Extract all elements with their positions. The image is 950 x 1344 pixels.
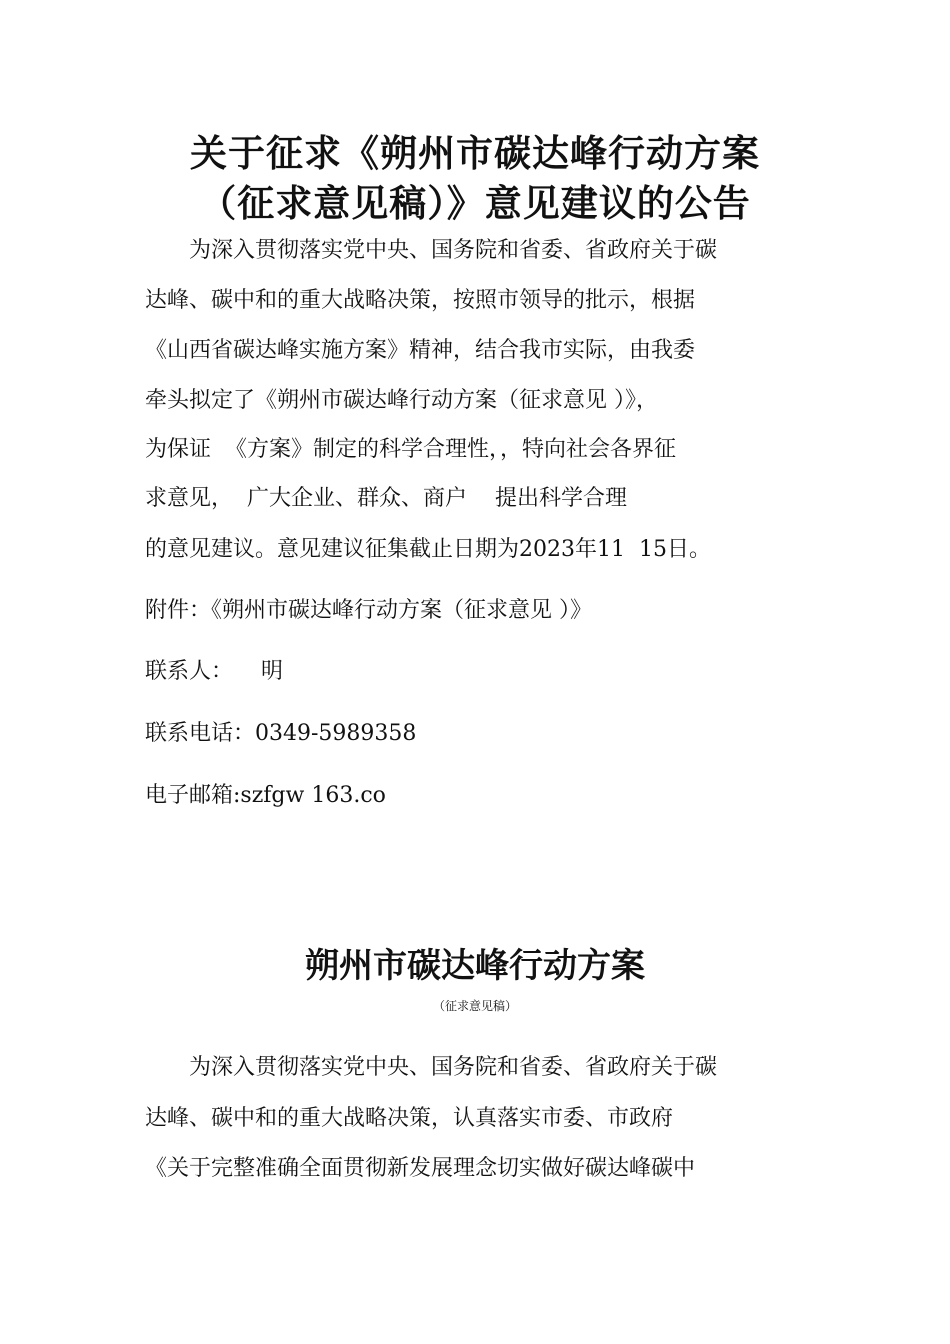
plan-paragraph-line: 达峰、碳中和的重大战略决策，认真落实市委、市政府 [145, 1106, 674, 1131]
notice-paragraph-line: 求意见， 广大企业、群众、商户 提出科学合理 [145, 486, 627, 511]
notice-title-line-2: （征求意见稿）》意见建议的公告 [199, 181, 751, 225]
plan-title: 朔州市碳达峰行动方案 [305, 946, 645, 986]
plan-paragraph-line: 为深入贯彻落实党中央、国务院和省委、省政府关于碳 [189, 1055, 718, 1080]
notice-paragraph-line: 为保证 《方案》制定的科学合理性，，特向社会各界征 [145, 437, 676, 462]
notice-paragraph-line: 《山西省碳达峰实施方案》精神，结合我市实际，由我委 [145, 338, 696, 363]
contact-phone-line: 联系电话：0349-5989358 [145, 721, 417, 746]
notice-paragraph-line: 牵头拟定了《朔州市碳达峰行动方案（征求意见 ）》， [145, 388, 658, 413]
plan-subtitle: （征求意见稿） [432, 999, 517, 1013]
email-line: 电子邮箱:szfgw 163.co [145, 783, 386, 808]
notice-paragraph-line: 达峰、碳中和的重大战略决策，按照市领导的批示，根据 [145, 288, 696, 313]
notice-paragraph-line: 的意见建议。意见建议征集截止日期为2023年11 15日。 [145, 537, 711, 562]
attachment-line: 附件：《朔州市碳达峰行动方案（征求意见 ）》 [145, 598, 592, 623]
plan-paragraph-line: 《关于完整准确全面贯彻新发展理念切实做好碳达峰碳中 [145, 1156, 696, 1181]
notice-paragraph-line: 为深入贯彻落实党中央、国务院和省委、省政府关于碳 [189, 238, 718, 263]
notice-title-line-1: 关于征求《朔州市碳达峰行动方案 [190, 131, 760, 175]
contact-person-line: 联系人： 明 [145, 659, 283, 684]
